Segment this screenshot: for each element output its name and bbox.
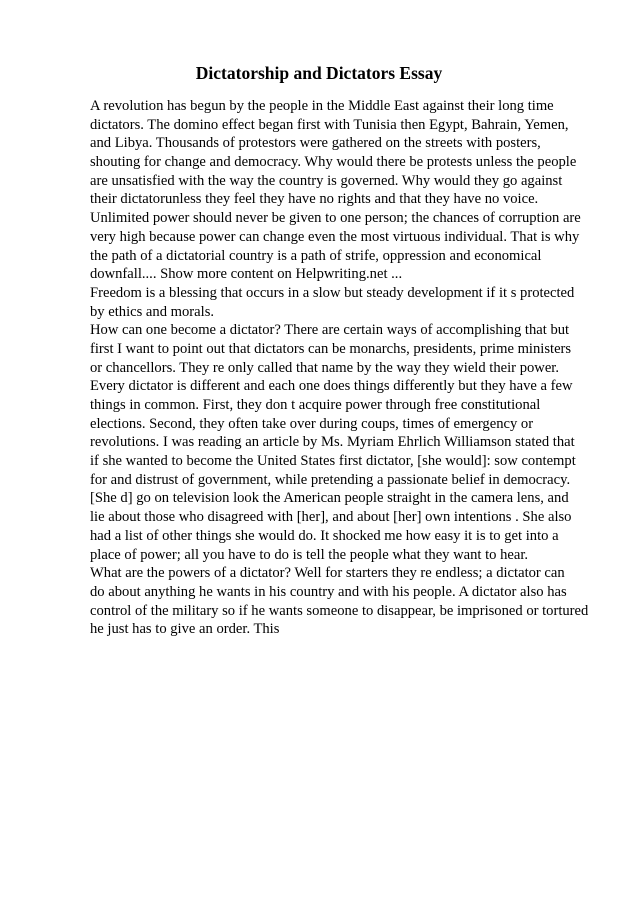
essay-line: revolutions. I was reading an article by Ms. Myriam Ehrlich Williamson stated that [90,434,575,451]
essay-line: are unsatisfied with the way the country is governed. Why would they go against [90,172,563,189]
essay-line: dictators. The domino effect began first with Tunisia then Egypt, Bahrain, Yemen, [90,116,569,133]
essay-line: or chancellors. They re only called that name by the way they wield their power. [90,359,560,376]
essay-line: A revolution has begun by the people in the Middle East against their long time [90,98,554,114]
essay-body [90,97,635,639]
essay-line: do about anything he wants in his country and with his people. A dictator also has [90,583,567,600]
essay-line: had a list of other things she would do. It shocked me how easy it is to get into a [90,527,559,544]
essay-line: very high because power can change even the most virtuous individual. That is why [90,228,580,245]
essay-line: Freedom is a blessing that occurs in a slow but steady development if it s protected [90,284,575,301]
essay-line: lie about those who disagreed with [her], and about [her] own intentions . She also [90,509,572,526]
essay-line: things in common. First, they don t acquire power through free constitutional [90,397,541,413]
essay-line: Every dictator is different and each one does things differently but they have a few [90,378,573,395]
essay-line: by ethics and morals. [90,303,215,320]
essay-line: their dictatorunless they feel they have no rights and that they have no voice. [90,191,539,208]
essay-line: elections. Second, they often take over during coups, times of emergency or [90,415,534,432]
essay-line: shouting for change and democracy. Why would there be protests unless the people [90,154,577,171]
essay-line: if she wanted to become the United States first dictator, [she would]: sow contempt [90,453,576,470]
essay-line: downfall.... Show more content on Helpwriting.net ... [90,266,403,283]
essay-line: [She d] go on television look the American people straight in the camera lens, and [90,490,569,507]
essay-line: place of power; all you have to do is tell the people what they want to hear. [90,546,529,563]
essay-line: he just has to give an order. This [90,621,280,638]
essay-line: for and distrust of government, while pretending a passionate belief in democracy. [90,471,571,488]
essay-line: How can one become a dictator? There are certain ways of accomplishing that but [90,322,570,339]
document-title: Dictatorship and Dictators Essay [195,63,443,83]
essay-line: control of the military so if he wants someone to disappear, be imprisoned or tortured [90,602,589,619]
essay-line: Unlimited power should never be given to one person; the chances of corruption are [90,210,581,227]
essay-line: and Libya. Thousands of protestors were gathered on the streets with posters, [90,135,541,152]
essay-line: the path of a dictatorial country is a path of strife, oppression and economical [90,247,542,264]
essay-line: first I want to point out that dictators can be monarchs, presidents, prime ministers [90,340,572,357]
essay-line: What are the powers of a dictator? Well for starters they re endless; a dictator can [90,565,565,582]
